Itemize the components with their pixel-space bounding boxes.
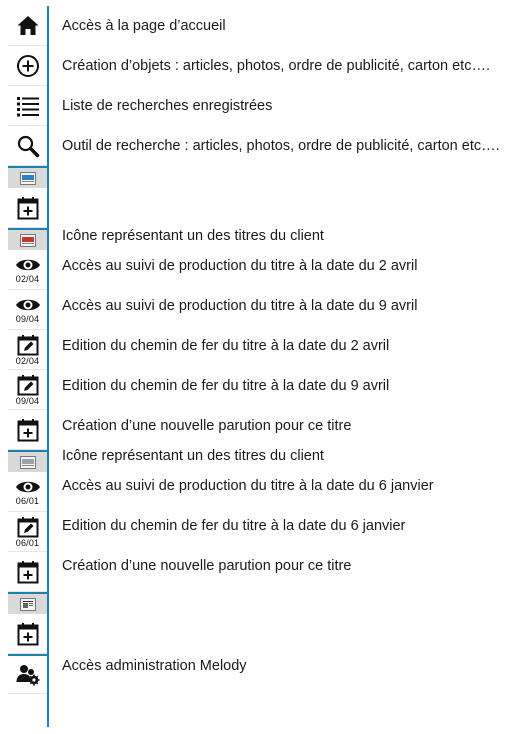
description-new-issue: Création d’une nouvelle parution pour ce titre <box>62 418 352 434</box>
issue-date: 06/01 <box>15 537 40 548</box>
newspaper-logo-icon <box>20 598 36 611</box>
client-title-logo-3[interactable] <box>8 450 47 472</box>
description-new-issue: Création d’une nouvelle parution pour ce titre <box>62 558 352 574</box>
calendar-edit-icon <box>17 334 39 356</box>
client-title-logo-4[interactable] <box>8 592 47 614</box>
description-client-title: Icône représentant un des titres du client <box>62 228 324 244</box>
eye-icon <box>15 478 41 496</box>
client-title-logo-2[interactable] <box>8 228 47 250</box>
description-edit-flatplan: Edition du chemin de fer du titre à la date du 2 avril <box>62 338 390 354</box>
home-button[interactable] <box>8 6 47 46</box>
calendar-add-icon <box>17 196 39 220</box>
new-issue-button[interactable] <box>8 188 47 228</box>
description-production-follow: Accès au suivi de production du titre à la date du 2 avril <box>62 258 418 274</box>
newspaper-logo-icon <box>20 172 36 185</box>
issue-date: 06/01 <box>15 495 40 506</box>
description-edit-flatplan: Edition du chemin de fer du titre à la date du 9 avril <box>62 378 390 394</box>
users-gear-icon <box>16 664 40 686</box>
newspaper-logo-icon <box>20 234 36 247</box>
new-issue-button[interactable] <box>8 552 47 592</box>
description-production-follow: Accès au suivi de production du titre à la date du 6 janvier <box>62 478 434 494</box>
saved-searches-button[interactable] <box>8 86 47 126</box>
description-production-follow: Accès au suivi de production du titre à la date du 9 avril <box>62 298 418 314</box>
newspaper-logo-icon <box>20 456 36 469</box>
search-icon <box>16 134 40 158</box>
home-icon <box>16 14 40 38</box>
issue-date: 02/04 <box>15 355 40 366</box>
sidebar <box>8 6 47 694</box>
client-title-logo-1[interactable] <box>8 166 47 188</box>
description-spacer <box>62 166 524 186</box>
calendar-add-icon <box>17 622 39 646</box>
issue-date: 09/04 <box>15 395 40 406</box>
description-client-title: Icône représentant un des titres du client <box>62 448 324 464</box>
create-object-button[interactable] <box>8 46 47 86</box>
calendar-add-icon <box>17 418 39 442</box>
edit-flatplan-button[interactable] <box>8 512 47 552</box>
production-follow-button[interactable] <box>8 472 47 512</box>
issue-date: 09/04 <box>15 313 40 324</box>
new-issue-button[interactable] <box>8 410 47 450</box>
production-follow-button[interactable] <box>8 290 47 330</box>
calendar-add-icon <box>17 560 39 584</box>
edit-flatplan-button[interactable] <box>8 370 47 410</box>
description-search: Outil de recherche : articles, photos, ordre de publicité, carton etc…. <box>62 138 500 154</box>
description-admin: Accès administration Melody <box>62 658 247 674</box>
calendar-edit-icon <box>17 374 39 396</box>
new-issue-button[interactable] <box>8 614 47 654</box>
eye-icon <box>15 256 41 274</box>
description-saved-searches: Liste de recherches enregistrées <box>62 98 273 114</box>
admin-button[interactable] <box>8 654 47 694</box>
edit-flatplan-button[interactable] <box>8 330 47 370</box>
description-spacer <box>62 586 524 606</box>
description-create-object: Création d’objets : articles, photos, ordre de publicité, carton etc…. <box>62 58 490 74</box>
issue-date: 02/04 <box>15 273 40 284</box>
description-edit-flatplan: Edition du chemin de fer du titre à la date du 6 janvier <box>62 518 406 534</box>
sidebar-divider <box>47 6 49 727</box>
add-circle-icon <box>16 54 40 78</box>
description-spacer <box>62 606 524 646</box>
search-button[interactable] <box>8 126 47 166</box>
eye-icon <box>15 296 41 314</box>
list-icon <box>16 95 40 117</box>
legend-descriptions <box>62 6 524 686</box>
calendar-edit-icon <box>17 516 39 538</box>
production-follow-button[interactable] <box>8 250 47 290</box>
description-spacer <box>62 186 524 226</box>
description-home: Accès à la page d’accueil <box>62 18 226 34</box>
